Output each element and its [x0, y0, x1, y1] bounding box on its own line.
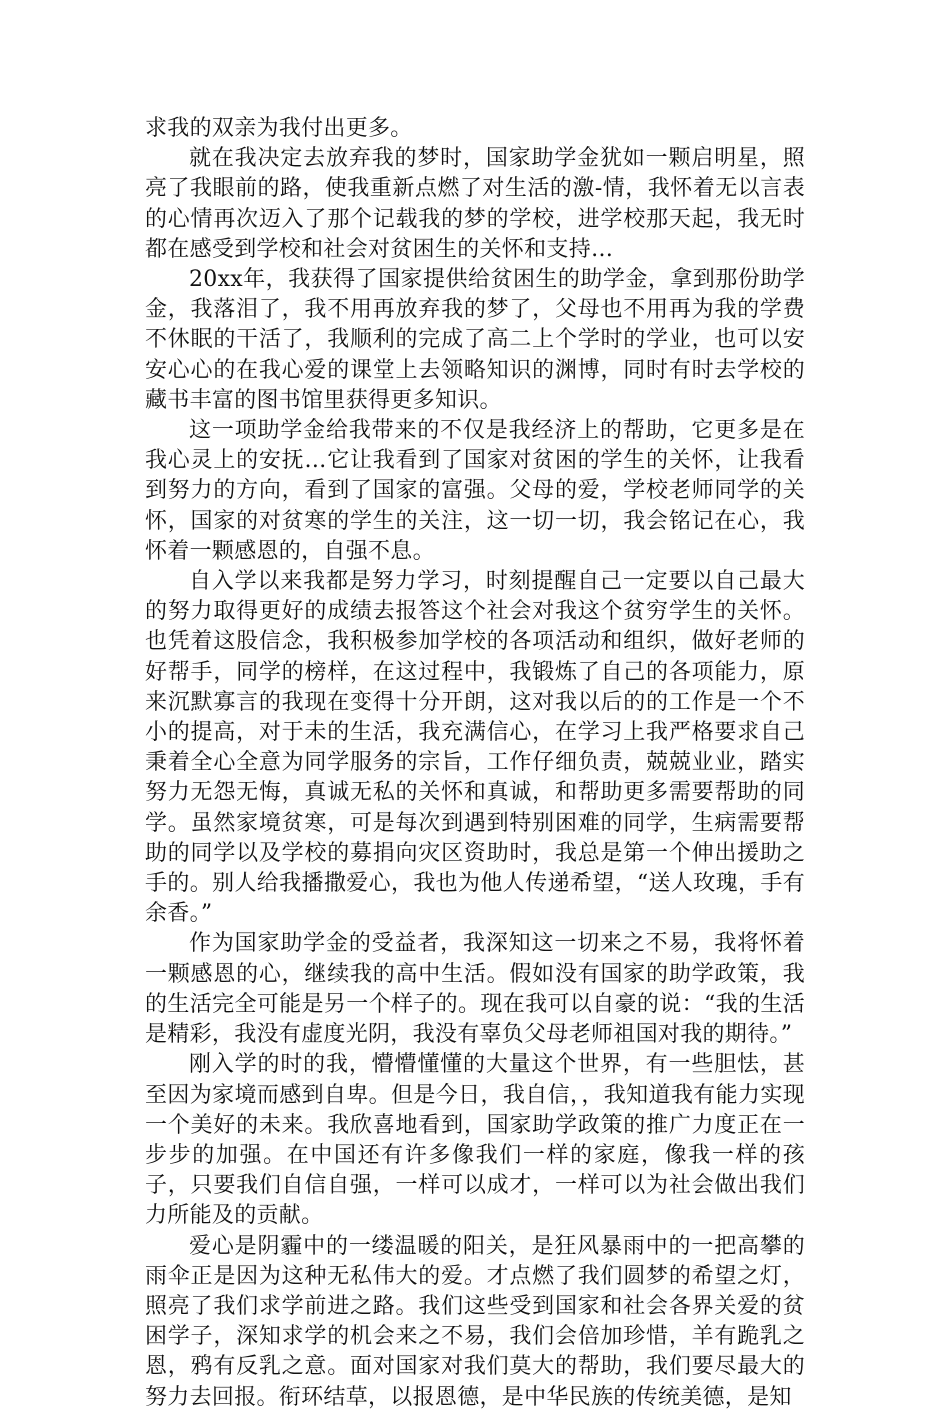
paragraph-5: 自入学以来我都是努力学习，时刻提醒自己一定要以自己最大的努力取得更好的成绩去报答这个社会对我这个贫穷学生的关怀。也凭着这股信念，我积极参加学校的各项活动和组织，做好老师的好帮手，同学的榜样，在这过程中，我锻炼了自己的各项能力，原来沉默寡言的我现在变得十分开朗，这对我以后的的工作是一个不小的提高，对于未的生活，我充满信心，在学习上我严格要求自己秉着全心全意为同学服务的宗旨，工作仔细负责，兢兢业业，踏实努力无怨无悔，真诚无私的关怀和真诚，和帮助更多需要帮助的同学。虽然家境贫寒，可是每次到遇到特别困难的同学，生病需要帮助的同学以及学校的募捐向灾区资助时，我总是第一个伸出援助之手的。别人给我播撒爱心，我也为他人传递希望，“送人玫瑰，手有余香。”	[145, 569, 805, 927]
paragraph-4: 这一项助学金给我带来的不仅是我经济上的帮助，它更多是在我心灵上的安抚…它让我看到了国家对贫困的学生的关怀，让我看到努力的方向，看到了国家的富强。父母的爱，学校老师同学的关怀，国家的对贫寒的学生的关注，这一切一切，我会铭记在心，我怀着一颗感恩的，自强不息。	[145, 418, 805, 564]
paragraph-7: 刚入学的时的我，懵懵懂懂的大量这个世界，有一些胆怯，甚至因为家境而感到自卑。但是今日，我自信，，我知道我有能力实现一个美好的未来。我欣喜地看到，国家助学政策的推广力度正在一步步的加强。在中国还有许多像我们一样的家庭，像我一样的孩子，只要我们自信自强，一样可以成才，一样可以为社会做出我们力所能及的贡献。	[145, 1052, 805, 1229]
paragraph-2: 就在我决定去放弃我的梦时，国家助学金犹如一颗启明星，照亮了我眼前的路，使我重新点燃了对生活的激-情，我怀着无以言表的心情再次迈入了那个记载我的梦的学校，进学校那天起，我无时都在感受到学校和社会对贫困生的关怀和支持…	[145, 146, 805, 262]
paragraph-3: 20xx年，我获得了国家提供给贫困生的助学金，拿到那份助学金，我落泪了，我不用再放弃我的梦了，父母也不用再为我的学费不休眠的干活了，我顺利的完成了高二上个学时的学业，也可以安安心心的在我心爱的课堂上去领略知识的渊博，同时有时去学校的藏书丰富的图书馆里获得更多知识。	[145, 267, 805, 413]
paragraph-8: 爱心是阴霾中的一缕温暖的阳关，是狂风暴雨中的一把高攀的雨伞正是因为这种无私伟大的爱。才点燃了我们圆梦的希望之灯，照亮了我们求学前进之路。我们这些受到国家和社会各界关爱的贫困学子，深知求学的机会来之不易，我们会倍加珍惜，羊有跪乳之恩，鸦有反乳之意。面对国家对我们莫大的帮助，我们要尽最大的努力去回报。衔环结草，以报恩德，是中华民族的传统美德，是知	[145, 1233, 805, 1410]
paragraph-1: 求我的双亲为我付出更多。	[145, 116, 413, 141]
document-body	[145, 114, 805, 1413]
paragraph-6: 作为国家助学金的受益者，我深知这一切来之不易，我将怀着一颗感恩的心，继续我的高中生活。假如没有国家的助学政策，我的生活完全可能是另一个样子的。现在我可以自豪的说：“我的生活是精彩，我没有虚度光阴，我没有辜负父母老师祖国对我的期待。”	[145, 931, 805, 1048]
